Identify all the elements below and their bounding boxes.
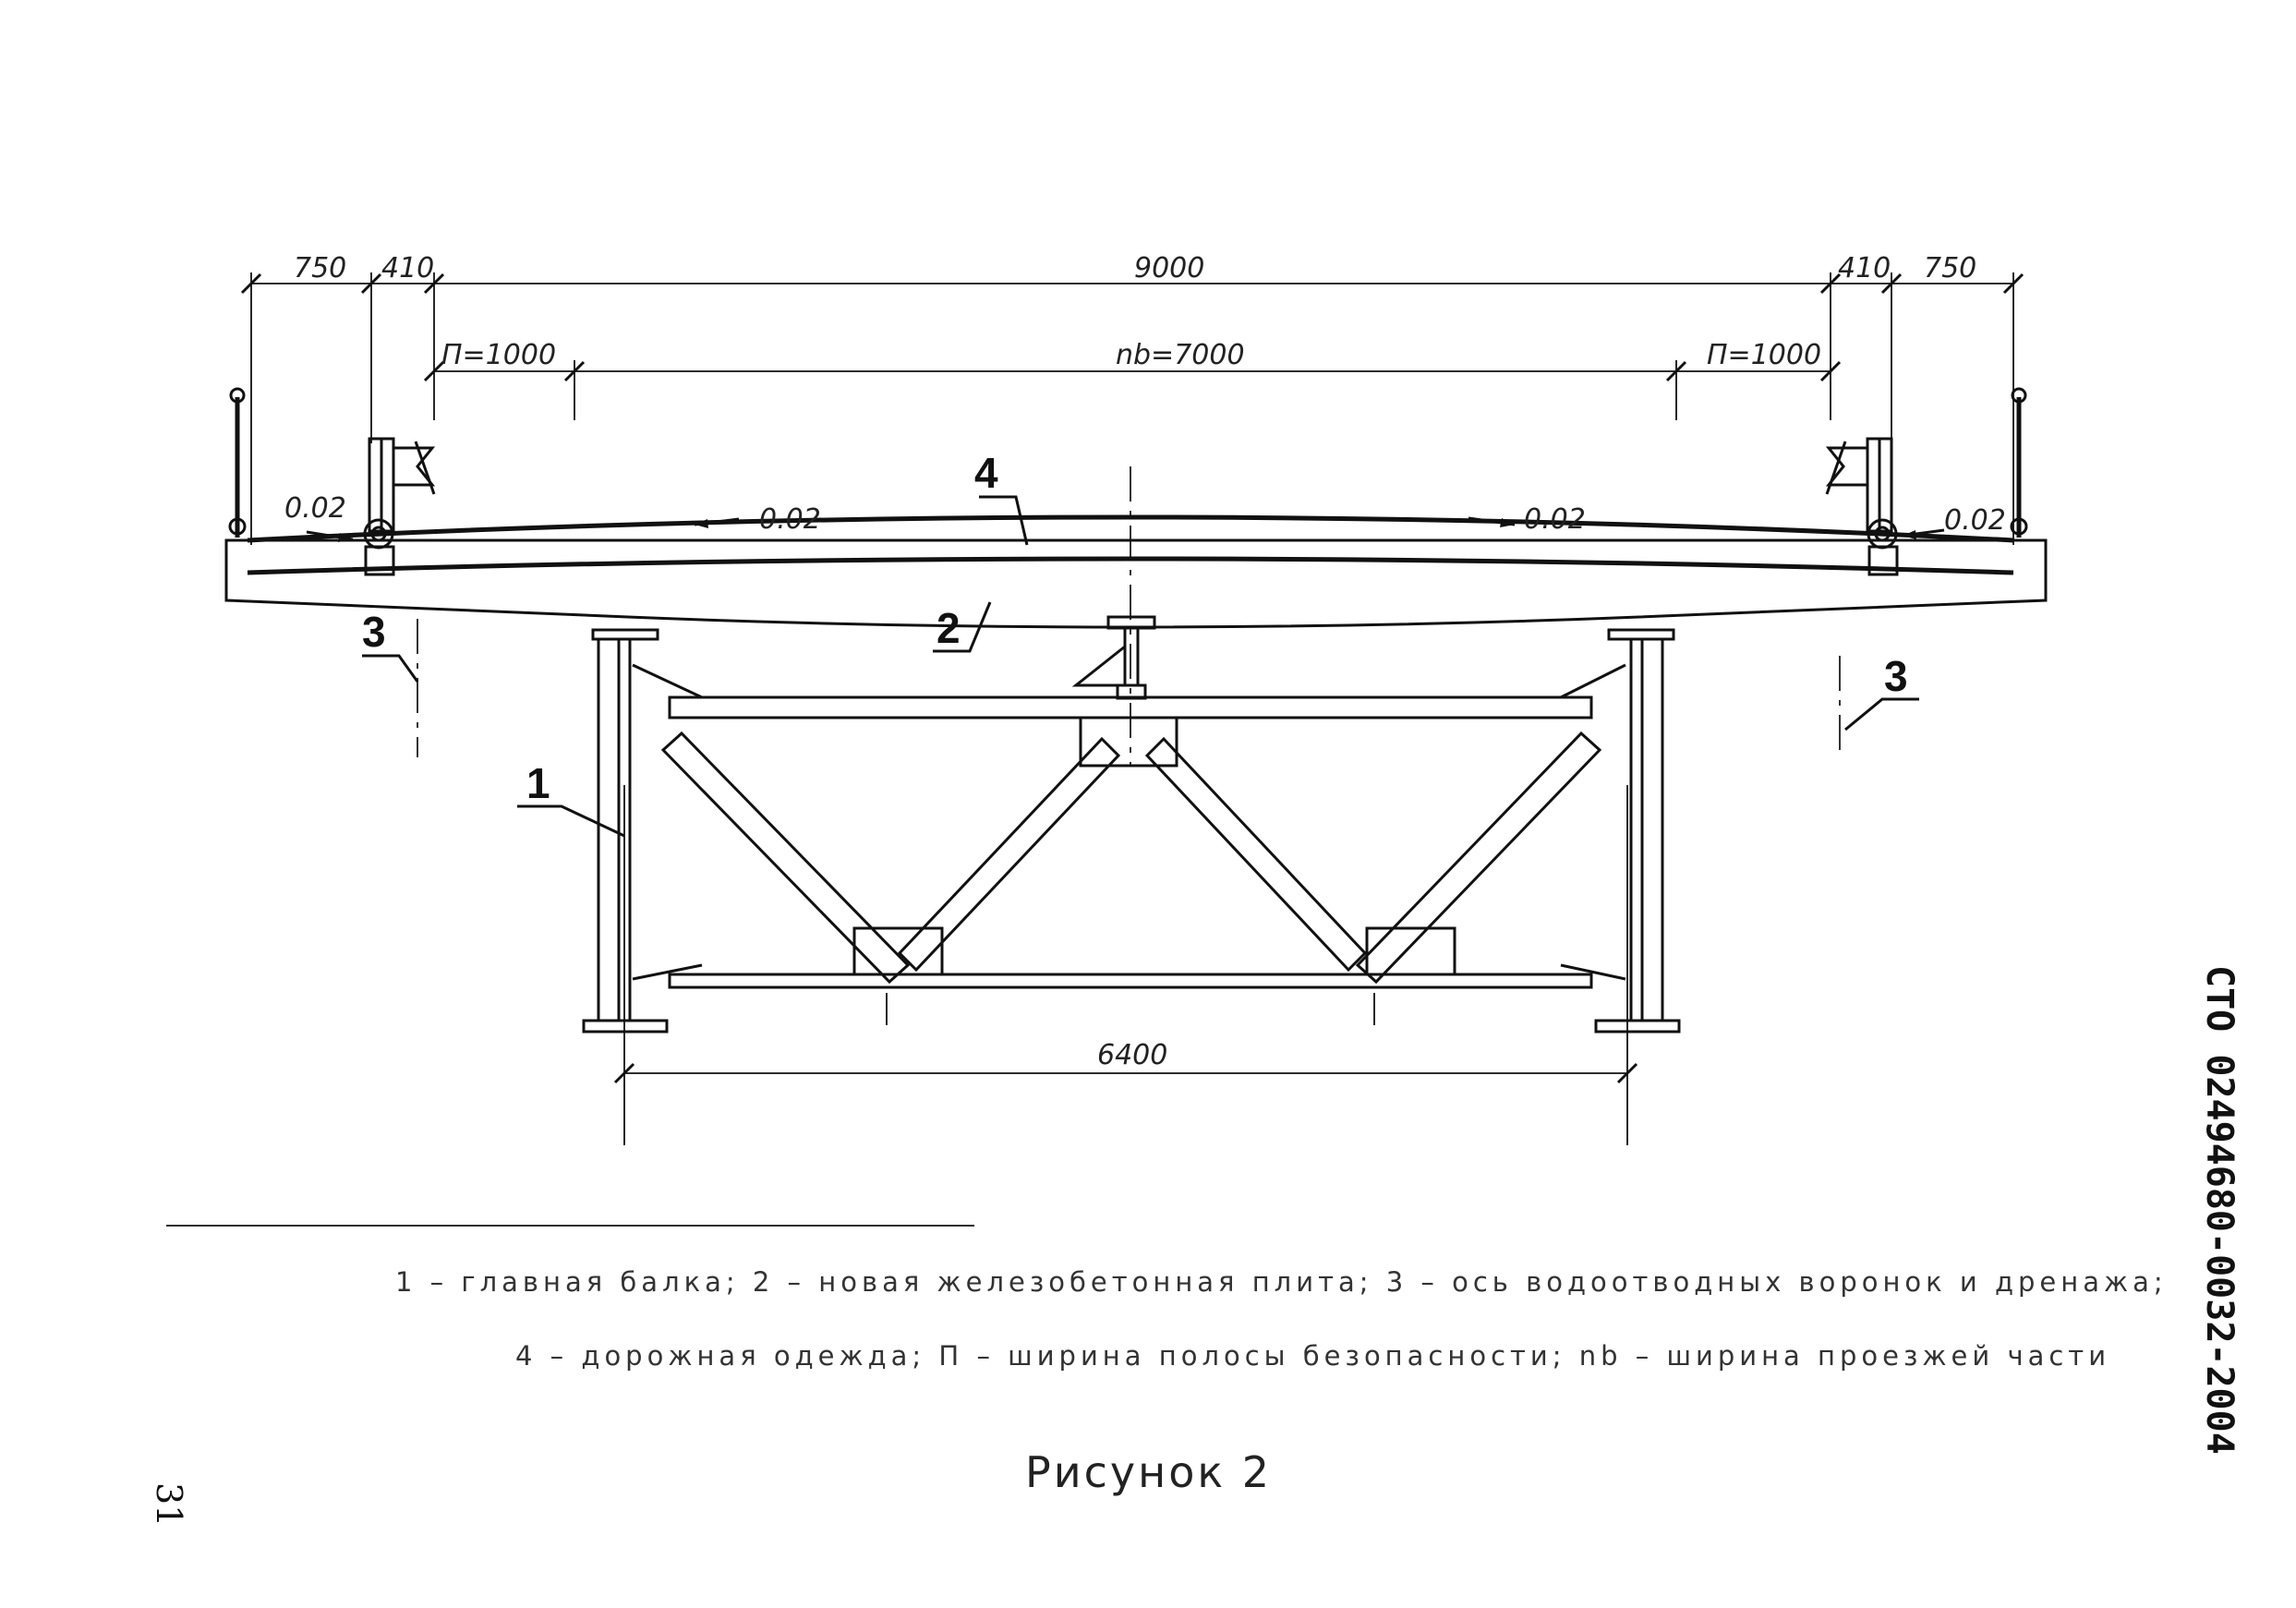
dim-410-right: 410 [1838, 252, 1891, 284]
callout-3-left: 3 [362, 608, 386, 656]
document-number: СТО 02494680-0032-2004 [2198, 965, 2241, 1455]
deck-slab [226, 517, 2046, 627]
left-railing [230, 389, 245, 538]
slope-label-right-edge: 0.02 [1944, 504, 2006, 537]
figure-caption: Рисунок 2 [1025, 1447, 1273, 1497]
slope-label-right: 0.02 [1524, 503, 1586, 536]
main-girder-left [584, 630, 667, 1145]
callout-2: 2 [937, 604, 961, 652]
main-girder-right [1596, 630, 1679, 1145]
dim-9000: 9000 [1134, 252, 1205, 284]
callouts [362, 449, 1919, 836]
dim-carriageway: nb=7000 [1116, 339, 1245, 371]
cross-bracing-truss [633, 665, 1625, 1025]
callout-3-right: 3 [1884, 652, 1908, 700]
bottom-dimension [615, 1039, 1637, 1082]
slope-label-left-edge: 0.02 [284, 492, 346, 525]
page-number: 31 [149, 1482, 189, 1528]
dim-6400: 6400 [1097, 1039, 1168, 1071]
top-dimension-chain [242, 252, 2023, 545]
dim-750-right: 750 [1924, 252, 1977, 284]
dim-safety-lane-right: П=1000 [1707, 339, 1822, 371]
left-barrier [365, 439, 434, 574]
callout-4: 4 [974, 449, 998, 497]
dim-750-left: 750 [294, 252, 347, 284]
slope-label-left: 0.02 [759, 503, 821, 536]
lane-dimension-chain [425, 339, 1840, 420]
center-stringer [1076, 617, 1154, 698]
dim-safety-lane-left: П=1000 [441, 339, 557, 371]
dim-410-left: 410 [381, 252, 435, 284]
callout-1: 1 [526, 759, 550, 807]
legend-line-1: 1 – главная балка; 2 – новая железобетонная плита; 3 – ось водоотводных воронок и дренажа; [395, 1266, 2168, 1298]
legend-line-2: 4 – дорожная одежда; П – ширина полосы безопасности; nb – ширина проезжей части [515, 1340, 2111, 1372]
right-barrier [1827, 439, 1897, 574]
